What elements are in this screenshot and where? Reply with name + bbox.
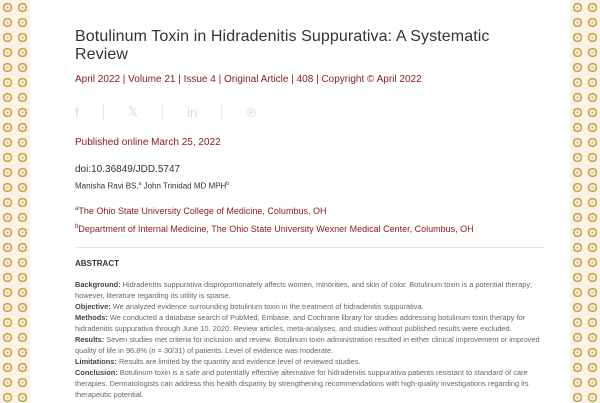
abstract-methods [75, 312, 545, 334]
abstract-heading: ABSTRACT [75, 258, 119, 268]
abstract-conclusion [75, 367, 545, 400]
abstract-label: Objective: [75, 301, 111, 311]
affiliation-text: Department of Internal Medicine, The Ohio State University Wexner Medical Center, Columbus, OH [78, 223, 474, 234]
article-title: Botulinum Toxin in Hidradenitis Suppurativa: A Systematic Review [75, 28, 490, 63]
share-bar [75, 103, 545, 121]
affiliation-marker: b [75, 223, 79, 230]
abstract-limitations [75, 356, 545, 367]
abstract-objective [75, 301, 545, 312]
abstract-results [75, 334, 545, 356]
affiliation-item [75, 219, 545, 237]
share-divider [221, 105, 222, 119]
authors [75, 181, 545, 191]
twitter-x-icon[interactable]: 𝕏 [127, 104, 139, 119]
linkedin-icon[interactable]: in [187, 104, 198, 120]
article-content [75, 20, 545, 400]
abstract-background [75, 279, 545, 301]
published-date: Published online March 25, 2022 [75, 137, 221, 148]
author-affiliation-marker: b [226, 181, 230, 187]
abstract-label: Background: [75, 279, 121, 289]
abstract-text: We conducted a database search of PubMed, Embase, and Cochrane library for studies addressing botulinum toxin therapy for hidradenitis suppurativa through June 10, 2020. Review articles, meta-analyses, and studies without published results were excluded. [75, 312, 526, 333]
doi-link[interactable]: doi:10.36849/JDD.5747 [75, 164, 181, 175]
abstract-label: Methods: [75, 312, 108, 322]
abstract-text: Results are limited by the quantity and evidence level of reviewed studies. [116, 356, 361, 366]
abstract-text: We analyzed evidence surrounding botulinum toxin in the treatment of hidradenitis suppurativa. [110, 301, 424, 311]
author-affiliation-marker: a [138, 181, 142, 187]
pinterest-icon[interactable]: ℗ [246, 104, 256, 120]
abstract-section [75, 247, 545, 400]
abstract-text: Hidradenitis suppurativa disproportionately affects women, minorities, and skin of color. Botulinum toxin is a potential therapy; however, literature regarding its utility is sparse. [75, 279, 533, 300]
affiliation-text: The Ohio State University College of Medicine, Columbus, OH [78, 205, 327, 216]
share-divider [162, 105, 163, 119]
share-divider [103, 105, 104, 119]
abstract-text: Seven studies met criteria for inclusion and review. Botulinum toxin administration resulted in either clinical improvement or improved quality of life in 96.8% (n = 30/31) of patients. Level of evidence was moderate. [75, 334, 540, 355]
article-meta: April 2022 | Volume 21 | Issue 4 | Original Article | 408 | Copyright © April 2022 [75, 74, 422, 85]
author-name: Manisha Ravi BS, [75, 181, 139, 191]
abstract-label: Results: [75, 334, 105, 344]
abstract-text: Botulinum toxin is a safe and potentially effective alternative for hidradenitis suppurativa patients resistant to standard of care therapies. Dermatologists can address this health disparity by strengthening recommendations with high-quality investigations regarding its therapeutic potential. [75, 367, 529, 399]
facebook-icon[interactable]: f [75, 104, 79, 120]
author-name: John Trinidad MD MPH [141, 181, 227, 191]
decorative-border-right [570, 0, 600, 403]
affiliation-item [75, 201, 545, 219]
abstract-label: Limitations: [75, 356, 117, 366]
decorative-border-left [0, 0, 30, 403]
affiliations [75, 201, 545, 237]
affiliation-marker: a [75, 205, 79, 212]
abstract-label: Conclusion: [75, 367, 118, 377]
